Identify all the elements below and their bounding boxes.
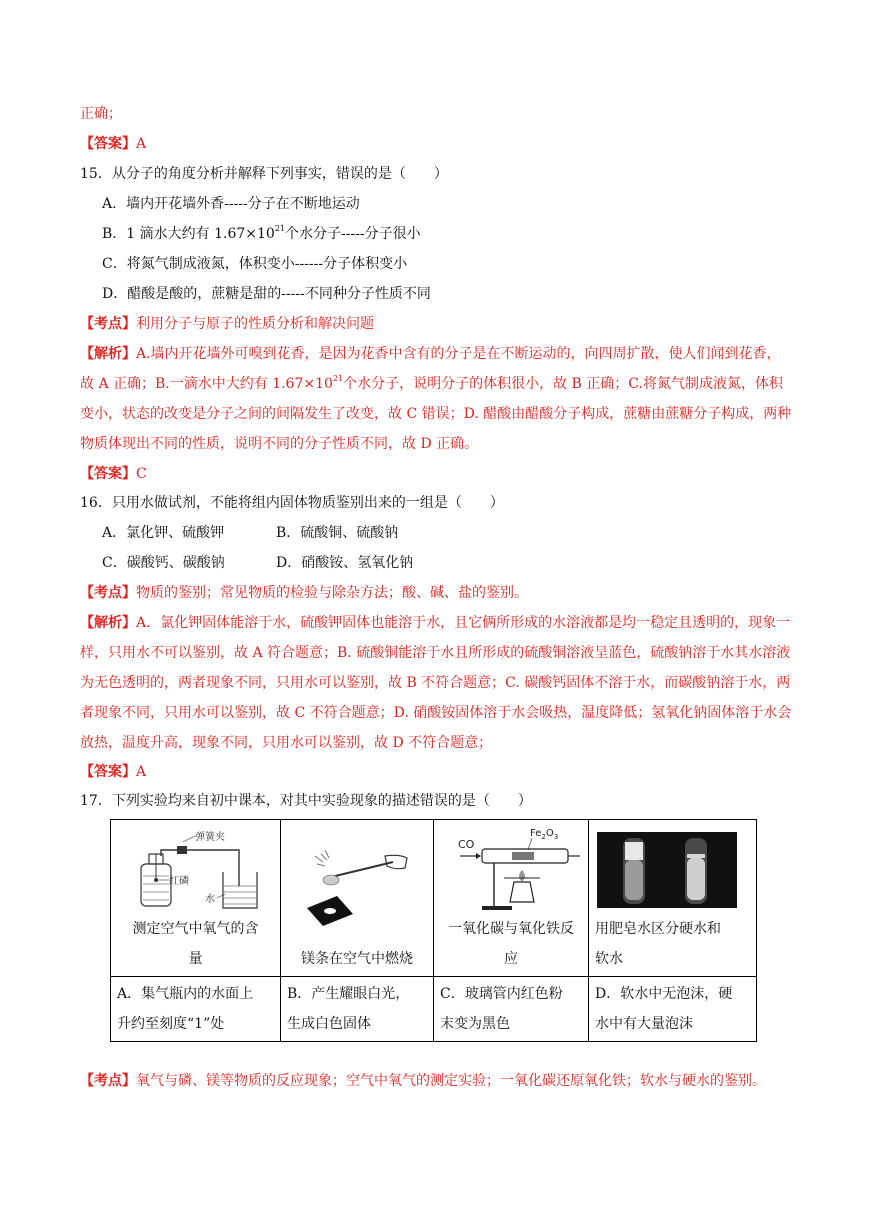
option-a-cell	[111, 977, 281, 1042]
option-a-line1: A．集气瓶内的水面上	[117, 986, 254, 1002]
jiexi-text: A．氯化钾固体能溶于水，硫酸钾固体也能溶于水，且它俩所形成的水溶液都是均一稳定且透明的，现象一样，只用水不可以鉴别，故 A 符合题意；B. 硫酸铜能溶于水且所形成的硫酸铜溶液呈蓝色，硫酸钠溶于水其水溶液为无色透明的，两者现象不同，只用水可以鉴别，故 B 不符合题意；C. 碳酸钙固体不溶于水，而碳酸钠溶于水，两者现象不同，只用水可以鉴别，故 C 不符合题意；D. 硝酸铵固体溶于水会吸热，温度降低；氢氧化钠固体溶于水会放热，温度升高，现象不同，只用水可以鉴别，故 D 不符合题意；	[80, 615, 792, 751]
experiment-cell-soap-water	[589, 820, 757, 977]
label-co: CO	[458, 838, 475, 851]
q15-option-c: C．将氮气制成液氮，体积变小------分子体积变小	[102, 256, 408, 272]
q15-option-a: A．墙内开花墙外香-----分子在不断地运动	[102, 196, 360, 212]
caption-oxygen-line2: 量	[188, 951, 203, 967]
q16-kaodian	[80, 583, 528, 603]
answer-value: A	[136, 764, 147, 780]
q16-option-b: B．硫酸铜、硫酸钠	[276, 525, 399, 541]
option-b-cell	[281, 977, 434, 1042]
option-c-cell	[434, 977, 589, 1042]
q16-jiexi	[80, 608, 794, 758]
caption-soap-line1: 用肥皂水区分硬水和	[595, 921, 721, 937]
option-a-line2: 升约至刻度“1”处	[117, 1016, 225, 1032]
label-water: 水	[205, 894, 215, 905]
label-clamp: 弹簧夹	[195, 832, 225, 843]
caption-co-line2: 应	[504, 951, 518, 967]
kaodian-tag: 【考点】	[80, 1073, 136, 1089]
q16-option-c: C．碳酸钙、碳酸钠	[102, 555, 225, 571]
answer-value: A	[136, 136, 147, 152]
experiment-table	[110, 819, 757, 1042]
label-fe: Fe	[530, 828, 542, 839]
kaodian-tag: 【考点】	[80, 316, 136, 332]
answer-16	[80, 762, 146, 782]
answer-14	[80, 134, 146, 154]
experiment-cell-co-reduction	[434, 820, 589, 977]
jiexi-text-2: 个水分子，说明分子的体积很小，故 B 正确；C.将氮气制成液氮，体积变小，状态的改变是分子之间的间隔发生了改变，故 C 错误；D. 醋酸由醋酸分子构成，蔗糖由蔗糖分子构成，两种物质体现出不同的性质，说明不同的分子性质不同，故 D 正确。	[80, 376, 792, 452]
kaodian-text: 物质的鉴别；常见物质的检验与除杂方法；酸、碱、盐的鉴别。	[136, 585, 528, 601]
kaodian-text: 氧气与磷、镁等物质的反应现象；空气中氧气的测定实验；一氧化碳还原氧化铁；软水与硬水的鉴别。	[136, 1073, 766, 1089]
experiment-cell-oxygen	[111, 820, 281, 977]
jiexi-tag: 【解析】	[80, 346, 136, 362]
kaodian-tag: 【考点】	[80, 585, 136, 601]
answer-value: C	[136, 466, 147, 482]
label-o-subscript: 3	[553, 833, 559, 841]
previous-explanation-tail: 正确；	[80, 106, 122, 122]
caption-co-line1: 一氧化碳与氧化铁反	[448, 921, 574, 937]
q15-option-b	[102, 224, 421, 244]
option-d-line1: D．软水中无泡沫，硬	[595, 986, 733, 1002]
q15-option-d: D．醋酸是酸的，蔗糖是甜的-----不同种分子性质不同	[102, 286, 431, 302]
answer-tag: 【答案】	[80, 764, 136, 780]
kaodian-text: 利用分子与原子的性质分析和解决问题	[136, 316, 374, 332]
experiment-cell-magnesium	[281, 820, 434, 977]
q15-jiexi	[80, 339, 794, 459]
q17-kaodian	[80, 1066, 794, 1096]
svg-text:Fe2O3	[530, 828, 558, 841]
option-b-line1: B．产生耀眼白光，	[287, 986, 410, 1002]
question-15-stem: 15．从分子的角度分析并解释下列事实，错误的是（ ）	[80, 166, 448, 182]
jiexi-tag: 【解析】	[80, 615, 136, 631]
q15-option-b-exponent: 21	[274, 224, 285, 233]
question-16-stem: 16．只用水做试剂，不能将组内固体物质鉴别出来的一组是（ ）	[80, 495, 504, 511]
answer-15	[80, 464, 147, 484]
caption-soap-line2: 软水	[595, 951, 623, 967]
label-fe-subscript: 2	[541, 833, 546, 841]
caption-magnesium: 镁条在空气中燃烧	[301, 951, 413, 967]
q16-option-d: D．硝酸铵、氢氧化钠	[276, 555, 414, 571]
option-c-line2: 末变为黑色	[440, 1016, 510, 1032]
option-c-line1: C．玻璃管内红色粉	[440, 986, 563, 1002]
option-d-line2: 水中有大量泡沫	[595, 1016, 693, 1032]
q16-option-a: A．氯化钾、硫酸钾	[102, 525, 225, 541]
jiexi-exponent: 21	[332, 374, 344, 383]
caption-oxygen-line1: 测定空气中氧气的含	[132, 921, 259, 937]
label-o: O	[545, 828, 554, 839]
option-d-cell	[589, 977, 757, 1042]
q15-kaodian	[80, 314, 374, 334]
q15-option-b-post: 个水分子-----分子很小	[285, 226, 421, 242]
option-b-line2: 生成白色固体	[287, 1016, 371, 1032]
answer-tag: 【答案】	[80, 466, 136, 482]
q15-option-b-pre: B．1 滴水大约有 1.67×10	[102, 226, 275, 242]
question-17-stem: 17．下列实验均来自初中课本，对其中实验现象的描述错误的是（ ）	[80, 793, 532, 809]
answer-tag: 【答案】	[80, 136, 136, 152]
jiexi-text-1: A.墙内开花墙外可嗅到花香，是因为花香中含有的分子是在不断运动的，向四周扩散，使人们闻到花香，故 A 正确；B.一滴水中大约有 1.67×10	[80, 346, 781, 392]
label-red-phosphorus: 红磷	[169, 876, 189, 887]
